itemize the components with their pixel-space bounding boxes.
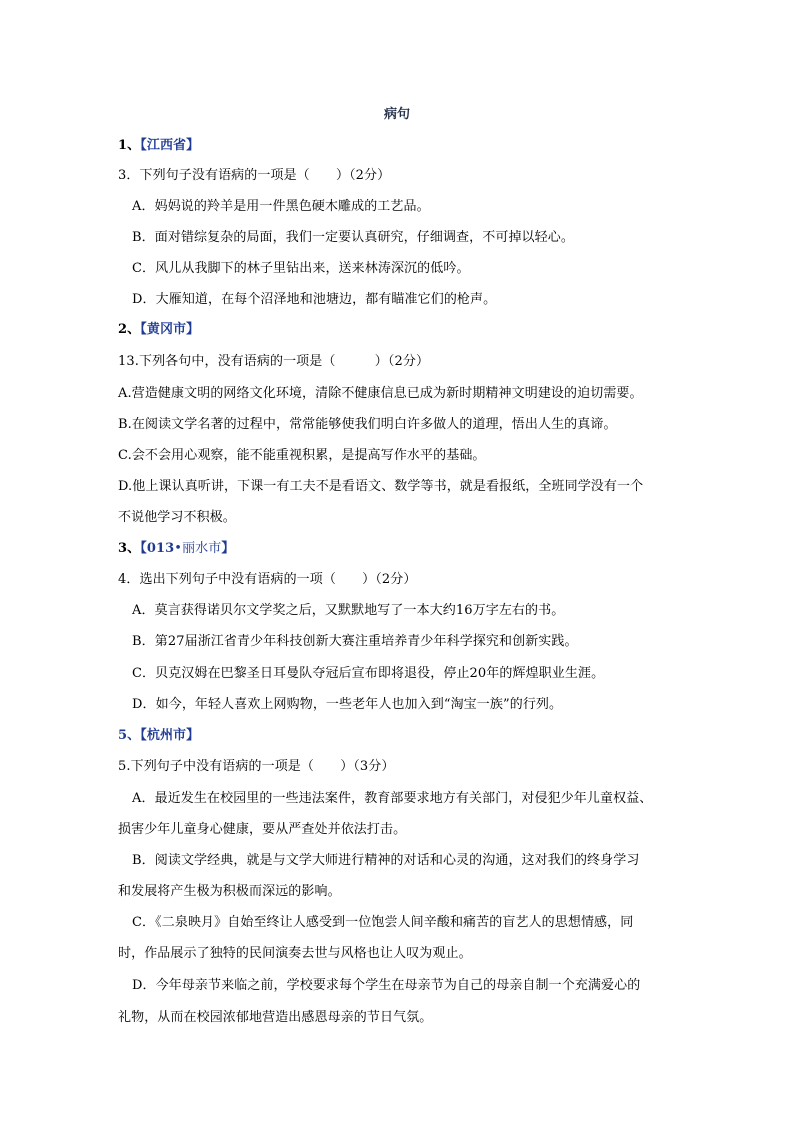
option-b: B．第27届浙江省青少年科技创新大赛注重培养青少年科学探究和创新实践。 xyxy=(132,634,578,649)
section-heading xyxy=(118,728,199,744)
option-c: C．风儿从我脚下的林子里钻出来，送来林涛深沉的低吟。 xyxy=(132,261,470,276)
question-text: 13.下列各句中，没有语病的一项是（ ）（2分） xyxy=(118,354,430,369)
option-d-continued: 不说他学习不积极。 xyxy=(118,510,236,525)
option-a: A.营造健康文明的网络文化环境，清除不健康信息已成为新时期精神文明建设的迫切需要。 xyxy=(118,386,643,401)
option-c: C.会不会用心观察，能不能重视积累，是提高写作水平的基础。 xyxy=(118,448,486,463)
option-b: B．面对错综复杂的局面，我们一定要认真研究，仔细调查，不可掉以轻心。 xyxy=(132,230,574,245)
option-a: A．莫言获得诺贝尔文学奖之后，又默默地写了一本大约16万字左右的书。 xyxy=(132,603,565,618)
section-number: 5、 xyxy=(118,728,141,743)
section-number: 2、 xyxy=(118,322,141,337)
option-d: D．大雁知道，在每个沼泽地和池塘边，都有瞄准它们的枪声。 xyxy=(132,292,497,307)
option-d: D.他上课认真听讲，下课一有工夫不是看语文、数学等书，就是看报纸，全班同学没有一个 xyxy=(118,479,644,494)
option-b-continued: 和发展将产生极为积极而深远的影响。 xyxy=(118,884,341,899)
option-d-continued: 礼物，从而在校园浓郁地营造出感恩母亲的节日气氛。 xyxy=(118,1010,433,1025)
section-place-open: 【013 xyxy=(140,541,175,556)
option-d: D．如今，年轻人喜欢上网购物，一些老年人也加入到“淘宝一族”的行列。 xyxy=(132,697,563,712)
option-c-continued: 时，作品展示了独特的民间演奏去世与风格也让人叹为观止。 xyxy=(118,946,472,961)
question-text: 4．选出下列句子中没有语病的一项（ ）（2分） xyxy=(118,572,417,587)
section-heading xyxy=(118,541,234,557)
section-number: 3、 xyxy=(118,541,141,556)
option-b: B.在阅读文学名著的过程中，常常能够使我们明白许多做人的道理，悟出人生的真谛。 xyxy=(118,417,617,432)
section-number: 1、 xyxy=(118,138,141,153)
option-c: C．贝克汉姆在巴黎圣日耳曼队夺冠后宣布即将退役，停止20年的辉煌职业生涯。 xyxy=(132,666,605,681)
section-heading xyxy=(118,322,199,338)
option-b: B．阅读文学经典，就是与文学大师进行精神的对话和心灵的沟通，这对我们的终身学习 xyxy=(132,853,640,868)
option-a: A．最近发生在校园里的一些违法案件，教育部要求地方有关部门，对侵犯少年儿童权益、 xyxy=(132,791,653,806)
section-place: 【黄冈市】 xyxy=(140,322,200,337)
section-place: 【杭州市】 xyxy=(140,728,200,743)
section-place-city: •丽水市 xyxy=(174,541,222,556)
option-a: A．妈妈说的羚羊是用一件黑色硬木雕成的工艺品。 xyxy=(132,199,430,214)
page-title: 病句 xyxy=(383,107,410,122)
section-place: 【江西省】 xyxy=(140,138,200,153)
section-place-close: 】 xyxy=(221,541,235,556)
option-c: C．《二泉映月》自始至终让人感受到一位饱尝人间辛酸和痛苦的盲艺人的思想情感，同 xyxy=(132,915,634,930)
question-text: 5.下列句子中没有语病的一项是（ ）（3分） xyxy=(118,759,395,774)
section-heading xyxy=(118,138,199,154)
question-text: 3．下列句子没有语病的一项是（ ）（2分） xyxy=(118,168,391,183)
option-d: D．今年母亲节来临之前，学校要求每个学生在母亲节为自己的母亲自制一个充满爱心的 xyxy=(132,978,641,993)
option-a-continued: 损害少年儿童身心健康，要从严查处并依法打击。 xyxy=(118,822,407,837)
